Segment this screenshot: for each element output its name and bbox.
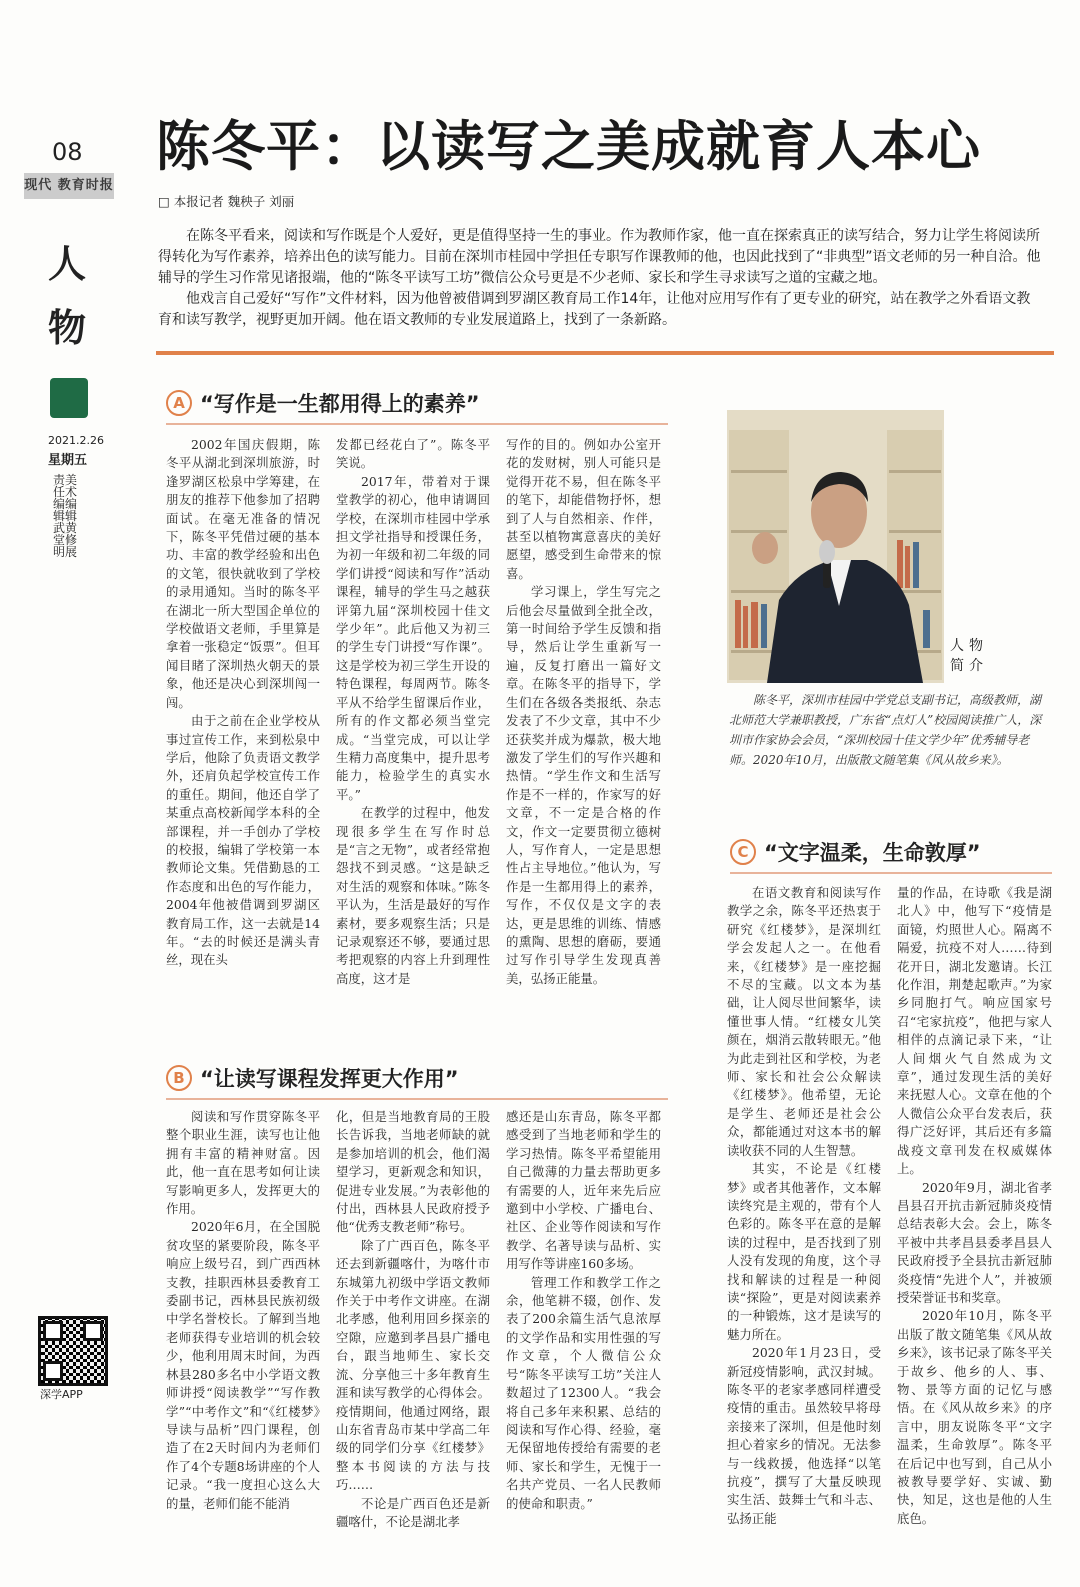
section-underline — [730, 872, 1052, 874]
responsible-editor: 责任编辑 武堂明 — [52, 473, 65, 559]
paragraph: 2020年6月，在全国脱贫攻坚的紧要阶段，陈冬平响应上级号召，到广西西林支教，挂职西林县委教育工委副书记，西林县民族初级中学名誉校长。了解到当地老师获得专业培训的机会较少，他利用周末时间，为西林县280多名中小学语文教师讲授“阅读教学”“写作教学”“中考作文”和“《红楼梦》导读与品析”四门课程，创造了在2天时间内为老师们作了4个专题8场讲座的个人记录。“我一度担心这么大的量，老师们能不能消 — [166, 1219, 320, 1511]
section-a-title: “写作是一生都用得上的素养” — [200, 392, 480, 416]
paragraph: 其实，不论是《红楼梦》或者其他著作，文本解读终究是主观的，带有个人色彩的。陈冬平在意的是解读的过程中，是否找到了别人没有发现的角度，这个寻找和解读的过程是一种阅读“探险”，更是对阅读素养的一种锻炼，这才是读写的魅力所在。 — [727, 1161, 881, 1342]
paragraph: 写作的目的。例如办公室开花的发财树，别人可能只是觉得开花不易，但在陈冬平的笔下，却能借物抒怀，想到了人与自然相亲、作伴，甚至以植物寓意喜庆的美好愿望，感受到生命带来的惊喜。 — [506, 437, 661, 581]
profile-tag: 人物简介 — [950, 638, 988, 674]
paragraph: 由于之前在企业学校从事过宣传工作，来到松泉中学后，他除了负责语文教学外，还肩负起学校宣传工作的重任。期间，他还自学了某重点高校新闻学本科的全部课程，并一手创办了学校的校报，编辑了学校第一本教师论文集。凭借勤恳的工作态度和出色的写作能力，2004年他被借调到罗湖区教育局工作，这一去就是14年。“去的时候还是满头青丝，现在头 — [166, 713, 320, 968]
byline: □ 本报记者 魏秧子 刘丽 — [158, 194, 295, 209]
section-a-heading — [166, 388, 480, 418]
paragraph: 2002年国庆假期，陈冬平从湖北到深圳旅游，时逢罗湖区松泉中学筹建，在朋友的推荐下他参加了招聘面试。在毫无准备的情况下，陈冬平凭借过硬的基本功、丰富的教学经验和出色的文笔，很快就收到了学校的录用通知。当时的陈冬平在湖北一所大型国企单位的学校做语文老师，手里算是拿着一张稳定“饭票”。但耳闻目睹了深圳热火朝天的景象，他还是决心到深圳闯一闯。 — [166, 437, 320, 710]
article-headline: 陈冬平：以读写之美成就育人本心 — [156, 114, 981, 178]
page-number: 08 — [52, 138, 83, 166]
section-c-title: “文字温柔，生命敦厚” — [764, 841, 981, 865]
accent-rule — [156, 351, 1054, 355]
art-editor: 美术编辑 黄修展 — [64, 473, 77, 559]
paragraph: 化，但是当地教育局的王股长告诉我，当地老师缺的就是参加培训的机会，他们渴望学习，更新观念和知识，促进专业发展。”为表彰他的付出，西林县人民政府授予他“优秀支教老师”称号。 — [336, 1109, 490, 1235]
issue-date: 2021.2.26 — [48, 434, 104, 447]
paragraph: 不论是广西百色还是新疆喀什，不论是湖北孝 — [336, 1495, 490, 1529]
section-a-column-1 — [166, 436, 320, 1016]
paragraph: 2017年，带着对于课堂教学的初心，他申请调回学校，在深圳市桂园中学承担文学社指导和授课任务，为初一年级和初二年级的同学们讲授“阅读和写作”活动课程，辅导的学生马之越获评第九届“深圳校园十佳文学少年”。此后他又为初三的学生专门讲授“写作课”。这是学校为初三学生开设的特色课程，每周两节。陈冬平从不给学生留课后作业，所有的作文都必须当堂完成。“当堂完成，可以让学生精力高度集中，提升思考能力，检验学生的真实水平。” — [336, 473, 490, 802]
section-a-column-2 — [336, 436, 490, 1016]
qr-app-label: 深学APP — [40, 1388, 83, 1401]
paragraph: 量的作品，在诗歌《我是湖北人》中，他写下“疫情是面镜，灼照世人心。隔离不隔爱，抗疫不对人……待到花开日，湖北发邀请。长江化作泪，荆楚起歌声。”为家乡同胞打气。响应国家号召“宅家抗疫”，他把与家人相伴的点滴记录下来，“让人间烟火气自然成为文章”，通过发现生活的美好来抚慰人心。文章在他的个人微信公众平台发表后，获得广泛好评，其后还有多篇战疫文章刊发在权威媒体上。 — [897, 885, 1052, 1177]
section-b-title: “让读写课程发挥更大作用” — [200, 1067, 459, 1091]
paragraph: 在语文教育和阅读写作教学之余，陈冬平还热衷于研究《红楼梦》，是深圳红学会发起人之一。在他看来，《红楼梦》是一座挖掘不尽的宝藏。以文本为基础，让人阅尽世间繁华，读懂世事人情。“红楼女儿笑颜在，烟消云散转眼无。”他为此走到社区和学校，为老师、家长和社会公众解读《红楼梦》。他希望，无论是学生、老师还是社会公众，都能通过对这本书的解读收获不同的人生智慧。 — [727, 885, 881, 1158]
section-c-column-2 — [897, 884, 1052, 1584]
paragraph: 在教学的过程中，他发现很多学生在写作时总是“言之无物”，或者经常抱怨找不到灵感。“这是缺乏对生活的观察和体味。”陈冬平认为，生活是最好的写作素材，要多观察生活；只是记录观察还不够，要通过思考把观察的内容上升到理性高度，这才是 — [336, 805, 490, 986]
paragraph: 阅读和写作贯穿陈冬平整个职业生涯，读写也让他拥有丰富的精神财富。因此，他一直在思考如何让读写影响更多人，发挥更大的作用。 — [166, 1109, 320, 1217]
paragraph: 学习课上，学生写完之后他会尽量做到全批全改，第一时间给予学生反馈和指导，然后让学生重新写一遍，反复打磨出一篇好文章。在陈冬平的指导下，学生们在各级各类报纸、杂志发表了不少文章，其中不少还获奖并成为爆款，极大地激发了学生们的写作兴趣和热情。“学生作文和生活写作是不一样的，作家写的好文章，不一定是合格的作文，作文一定要贯彻立德树人，写作育人，一定是思想性占主导地位。”他认为，写作是一生都用得上的素养，写作，不仅仅是文字的表达，更是思维的训练、情感的熏陶、思想的磨砺，要通过写作引导学生发现真善美，弘扬正能量。 — [506, 584, 661, 986]
paragraph: 感还是山东青岛，陈冬平都感受到了当地老师和学生的学习热情。陈冬平希望能用自己微薄的力量去帮助更多有需要的人，近年来先后应邀到中小学校、广播电台、社区、企业等作阅读和写作教学、名著导读与品析、实用写作等讲座160多场。 — [506, 1109, 661, 1272]
section-letter-badge: B — [166, 1065, 192, 1091]
portrait-photo — [727, 410, 944, 683]
section-a-column-3 — [506, 436, 661, 1016]
section-c-column-1 — [727, 884, 881, 1584]
issue-weekday: 星期五 — [48, 453, 88, 468]
section-color-block — [50, 378, 88, 418]
intro-paragraph: 他戏言自己爱好“写作”文件材料，因为他曾被借调到罗湖区教育局工作14年，让他对应用写作有了更专业的研究，站在教学之外看语文教育和读写教学，视野更加开阔。他在语文教师的专业发展道路上，找到了一条新路。 — [158, 291, 1031, 328]
section-letter-badge: A — [166, 390, 192, 416]
section-underline — [166, 423, 668, 425]
paragraph: 除了广西百色，陈冬平还去到新疆喀什，为喀什市东城第九初级中学语文教师作关于中考作文讲座。在湖北孝感，他利用回乡探亲的空隙，应邀到孝昌县广播电台，跟当地师生、家长交流、分享他三十多年教育生涯和读写教学的心得体会。疫情期间，他通过网络，跟山东省青岛市某中学高二年级的同学们分享《红楼梦》整本书阅读的方法与技巧…… — [336, 1237, 490, 1493]
section-b-column-1 — [166, 1108, 320, 1584]
section-name: 人物 — [47, 241, 86, 350]
section-b-heading — [166, 1063, 459, 1093]
section-b-column-2 — [336, 1108, 490, 1584]
paragraph: 2020年9月，湖北省孝昌县召开抗击新冠肺炎疫情总结表彰大会。会上，陈冬平被中共孝昌县委孝昌县人民政府授予全县抗击新冠肺炎疫情“先进个人”，并被颁授荣誉证书和奖章。 — [897, 1179, 1052, 1305]
section-underline — [166, 1098, 668, 1100]
paragraph: 2020年10月，陈冬平出版了散文随笔集《风从故乡来》，该书记录了陈冬平关于故乡、他乡的人、事、物、景等方面的记忆与感悟。在《风从故乡来》的序言中，朋友说陈冬平“文字温柔，生命敦厚”。陈冬平在后记中也写到，自己从小被教导要学好、实诚、勤快，知足，这也是他的人生底色。 — [897, 1308, 1052, 1526]
paragraph: 发都已经花白了”。陈冬平笑说。 — [336, 437, 490, 471]
section-b-column-3 — [506, 1108, 661, 1584]
newspaper-masthead: 现代 教育时报 — [24, 173, 114, 199]
qr-code[interactable] — [38, 1316, 108, 1386]
profile-caption: 陈冬平，深圳市桂园中学党总支副书记，高级教师，湖北师范大学兼职教授，广东省“点灯人”校园阅读推广人，深圳市作家协会会员，“深圳校园十佳文学少年”优秀辅导老师。2020年10月，出版散文随笔集《风从故乡来》。 — [729, 693, 1042, 767]
section-letter-badge: C — [730, 839, 756, 865]
section-c-heading — [730, 837, 981, 867]
article-intro — [158, 226, 1042, 331]
paragraph: 管理工作和教学工作之余，他笔耕不辍，创作、发表了200余篇生活气息浓厚的文学作品和实用性强的写作文章，个人微信公众号“陈冬平读写工坊”关注人数超过了12300人。“我会将自己多年来积累、总结的阅读和写作心得、经验，毫无保留地传授给有需要的老师、家长和学生，无愧于一名共产党员、一名人民教师的使命和职责。” — [506, 1274, 661, 1511]
paragraph: 2020年1月23日，受新冠疫情影响，武汉封城。陈冬平的老家孝感同样遭受疫情的重击。虽然较早将母亲接来了深圳，但是他时刻担心着家乡的情况。无法参与一线救援，他选择“以笔抗疫”，撰写了大量反映现实生活、鼓舞士气和斗志、弘扬正能 — [727, 1345, 881, 1526]
intro-paragraph: 在陈冬平看来，阅读和写作既是个人爱好，更是值得坚持一生的事业。作为教师作家，他一直在探索真正的读写结合，努力让学生将阅读所得转化为写作素养，培养出色的读写能力。目前在深圳市桂园中学担任专职写作课教师的他，也因此找到了“非典型”语文老师的另一种自洽。他辅导的学生习作常见诸报端，他的“陈冬平读写工坊”微信公众号更是不少老师、家长和学生寻求读写之道的宝藏之地。 — [158, 228, 1041, 286]
